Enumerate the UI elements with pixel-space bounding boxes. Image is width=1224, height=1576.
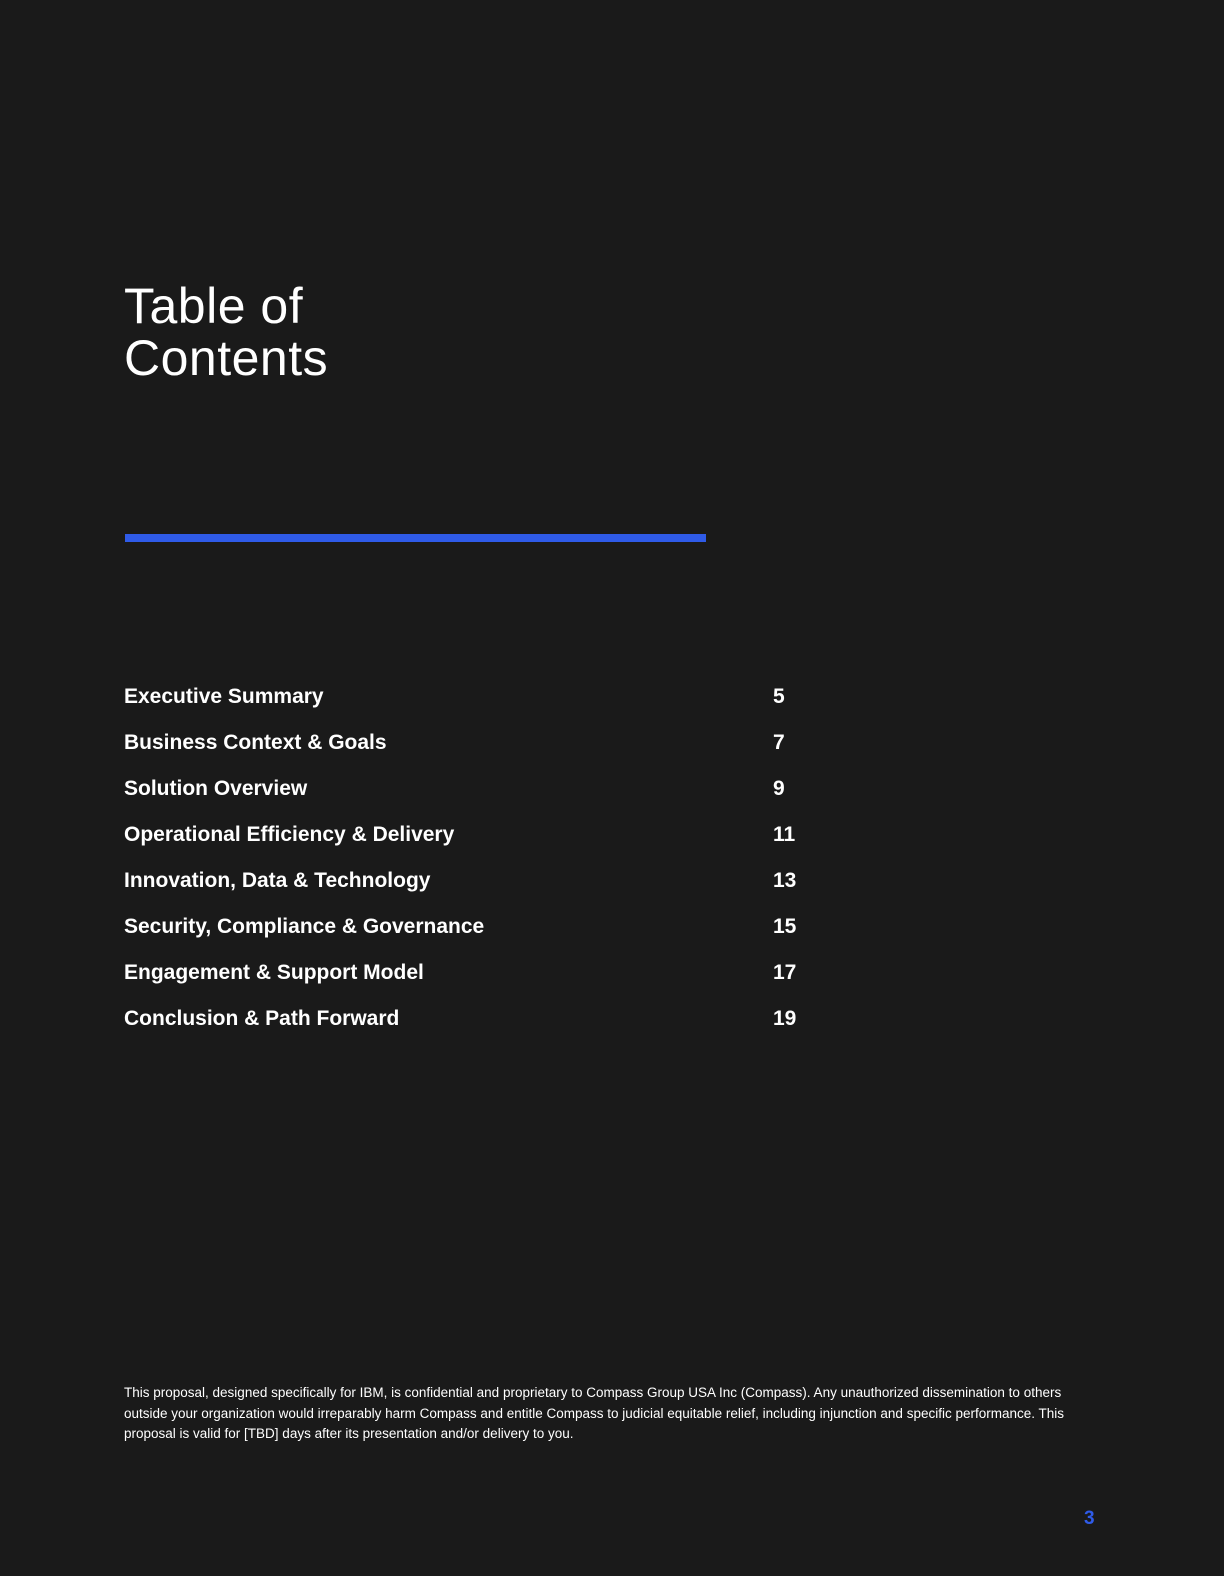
toc-entry-page: 7 [773, 731, 785, 754]
toc-entry-page: 11 [773, 823, 796, 846]
toc-entry-operational-efficiency[interactable] [124, 816, 884, 862]
confidentiality-disclaimer: This proposal, designed specifically for IBM, is confidential and proprietary to Compass Group USA Inc (Compass). Any unauthorized dissemination to others outside your organization would irreparably harm Compass and entitle Compass to judicial equitable relief, including injunction and specific performance. This proposal is valid for [TBD] days after its presentation and/or delivery to you. [124, 1385, 1065, 1441]
table-of-contents [124, 678, 884, 1046]
toc-entry-engagement-support[interactable] [124, 954, 884, 1000]
toc-entry-label: Solution Overview [124, 777, 308, 800]
toc-entry-solution-overview[interactable] [124, 770, 884, 816]
toc-entry-page: 5 [773, 685, 785, 708]
toc-entry-conclusion[interactable] [124, 1000, 884, 1046]
toc-entry-label: Conclusion & Path Forward [124, 1007, 400, 1030]
toc-entry-executive-summary[interactable] [124, 678, 884, 724]
toc-entry-label: Business Context & Goals [124, 731, 387, 754]
toc-entry-label: Engagement & Support Model [124, 961, 424, 984]
page-title-line-1: Table of [124, 278, 304, 334]
toc-entry-page: 13 [773, 869, 797, 892]
toc-entry-page: 15 [773, 915, 797, 938]
page-title [124, 280, 328, 384]
toc-entry-page: 19 [773, 1007, 797, 1030]
toc-entry-page: 9 [773, 777, 785, 800]
page-number: 3 [1084, 1508, 1095, 1529]
toc-entry-label: Executive Summary [124, 685, 324, 708]
toc-entry-security-compliance[interactable] [124, 908, 884, 954]
toc-entry-business-context[interactable] [124, 724, 884, 770]
toc-entry-label: Security, Compliance & Governance [124, 915, 485, 938]
toc-entry-label: Operational Efficiency & Delivery [124, 823, 455, 846]
page-title-line-2: Contents [124, 330, 329, 386]
accent-divider-bar [125, 534, 706, 542]
toc-entry-label: Innovation, Data & Technology [124, 869, 431, 892]
toc-entry-innovation-data-technology[interactable] [124, 862, 884, 908]
toc-entry-page: 17 [773, 961, 797, 984]
